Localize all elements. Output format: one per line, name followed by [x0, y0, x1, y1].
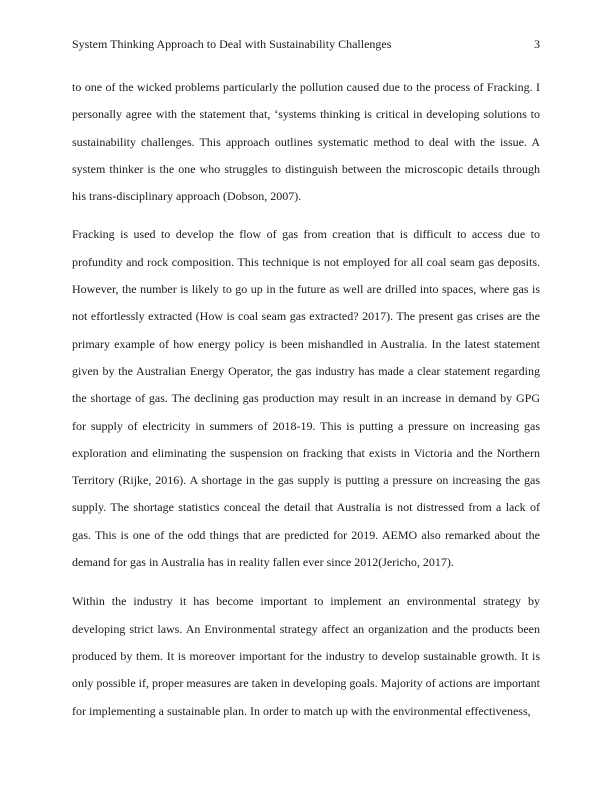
paragraph: Within the industry it has become important to implement an environmental strategy by developing strict laws. An Environmental strategy affect an organization and the products been produced by them. It is moreover important for the industry to develop sustainable growth. It is only possible if, proper measures are taken in developing goals. Majority of actions are important for implementing a sustainable plan. In order to match up with the environmental effectiveness, — [72, 594, 540, 718]
paragraph: to one of the wicked problems particularly the pollution caused due to the process of Fracking. I personally agree with the statement that, ‘systems thinking is critical in developing solutions to sustainability challenges. This approach outlines systematic method to deal with the issue. A system thinker is the one who struggles to distinguish between the microscopic details through his trans-disciplinary approach (Dobson, 2007). — [72, 80, 540, 204]
running-header — [72, 36, 540, 52]
body-text — [72, 74, 540, 737]
page-number: 3 — [534, 37, 540, 51]
header-title: System Thinking Approach to Deal with Sustainability Challenges — [72, 37, 392, 51]
paragraph: Fracking is used to develop the flow of gas from creation that is difficult to access due to profundity and rock composition. This technique is not employed for all coal seam gas deposits. However, the number is likely to go up in the future as well are drilled into spaces, where gas is not effortlessly extracted (How is coal seam gas extracted? 2017). The present gas crises are the primary example of how energy policy is been mishandled in Australia. In the latest statement given by the Australian Energy Operator, the gas industry has made a clear statement regarding the shortage of gas. The declining gas production may result in an increase in demand by GPG for supply of electricity in summers of 2018-19. This is putting a pressure on increasing gas exploration and eliminating the suspension on fracking that exists in Victoria and the Northern Territory (Rijke, 2016). A shortage in the gas supply is putting a pressure on increasing the gas supply. The shortage statistics conceal the detail that Australia is not distressed from a lack of gas. This is one of the odd things that are predicted for 2019. AEMO also remarked about the demand for gas in Australia has in reality fallen ever since 2012(Jericho, 2017). — [72, 227, 540, 570]
